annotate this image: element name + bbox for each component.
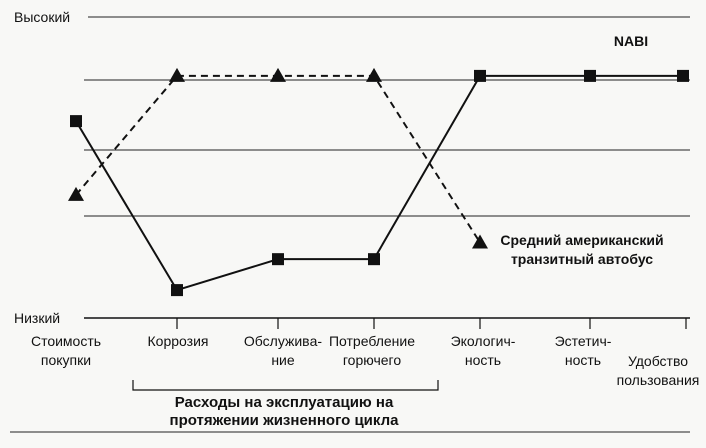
category-label: Эстетич-ность bbox=[554, 333, 612, 368]
category-label: Стоимость покупки bbox=[30, 333, 102, 368]
bracket-line bbox=[133, 380, 438, 390]
category-label: Потребление горючего bbox=[328, 333, 416, 368]
category-label: Экологич-ность bbox=[450, 333, 516, 368]
y-label-low: Низкий bbox=[14, 310, 61, 326]
data-point-square bbox=[171, 284, 183, 296]
y-label-high: Высокий bbox=[14, 9, 71, 25]
series-line bbox=[76, 76, 480, 243]
data-point-triangle bbox=[366, 68, 382, 82]
labels bbox=[14, 9, 699, 429]
category-label: Коррозия bbox=[147, 333, 209, 349]
bracket-label: Расходы на эксплуатацию на протяжении жизненного цикла bbox=[169, 394, 399, 429]
data-point-square bbox=[584, 70, 596, 82]
legend-average-bus: Средний американский транзитный автобус bbox=[500, 232, 664, 267]
data-point-square bbox=[272, 253, 284, 265]
data-point-square bbox=[368, 253, 380, 265]
series-average-bus bbox=[68, 68, 488, 249]
data-point-square bbox=[677, 70, 689, 82]
data-point-square bbox=[70, 115, 82, 127]
data-point-triangle bbox=[270, 68, 286, 82]
data-point-square bbox=[474, 70, 486, 82]
category-label: Удобство пользования bbox=[616, 353, 700, 388]
legend-nabi: NABI bbox=[613, 33, 649, 49]
data-point-triangle bbox=[68, 187, 84, 201]
category-label: Обслуживa-ние bbox=[243, 333, 323, 368]
data-point-triangle bbox=[472, 235, 488, 249]
